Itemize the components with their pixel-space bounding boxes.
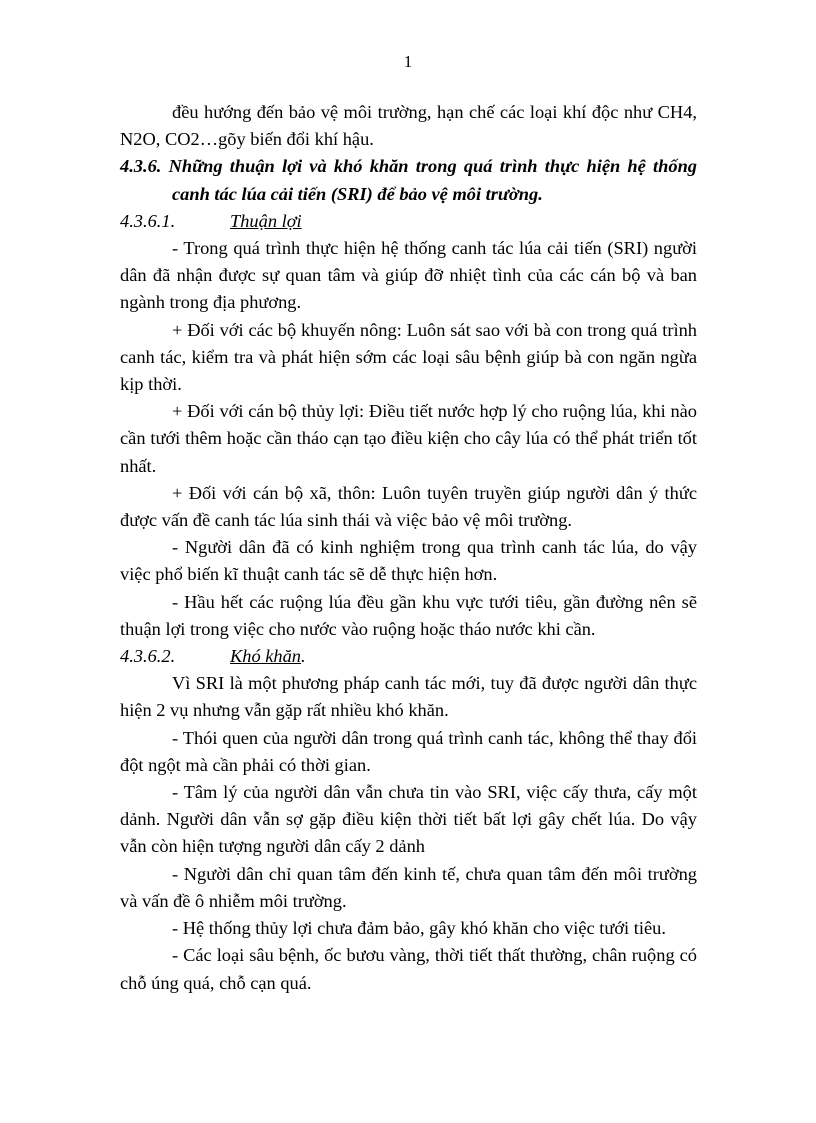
- document-body: [120, 99, 697, 997]
- body-paragraph: Vì SRI là một phương pháp canh tác mới, tuy đã được người dân thực hiện 2 vụ nhưng vẫn gặp rất nhiều khó khăn.: [120, 673, 697, 721]
- body-paragraph: đều hướng đến bảo vệ môi trường, hạn chế các loại khí độc như CH4, N2O, CO2…gõy biến đổi khí hậu.: [120, 102, 697, 150]
- body-paragraph: - Trong quá trình thực hiện hệ thống canh tác lúa cải tiến (SRI) người dân đã nhận được sự quan tâm và giúp đỡ nhiệt tình của các cán bộ và ban ngành trong địa phương.: [120, 238, 697, 313]
- body-paragraph: - Các loại sâu bệnh, ốc bươu vàng, thời tiết thất thường, chân ruộng có chỗ úng quá, chỗ cạn quá.: [120, 945, 697, 993]
- body-paragraph: - Người dân đã có kinh nghiệm trong qua trình canh tác lúa, do vậy việc phổ biến kĩ thuật canh tác sẽ dễ thực hiện hơn.: [120, 537, 697, 585]
- subsection-title: Khó khăn: [230, 646, 302, 667]
- body-paragraph: - Hệ thống thủy lợi chưa đảm bảo, gây khó khăn cho việc tưới tiêu.: [172, 918, 666, 939]
- body-paragraph: - Thói quen của người dân trong quá trình canh tác, không thể thay đổi đột ngột mà cần phải có thời gian.: [120, 727, 697, 775]
- subsection-heading: [120, 643, 697, 670]
- body-paragraph: - Tâm lý của người dân vẫn chưa tin vào SRI, việc cấy thưa, cấy một dảnh. Người dân vẫn sợ gặp điều kiện thời tiết bất lợi gây chết lúa. Do vậy vẫn còn hiện tượng người dân cấy 2 dảnh: [120, 782, 697, 857]
- body-paragraph: + Đối với cán bộ thủy lợi: Điều tiết nước hợp lý cho ruộng lúa, khi nào cần tưới thêm hoặc cần tháo cạn tạo điều kiện cho cây lúa có thể phát triển tốt nhất.: [120, 401, 697, 476]
- body-paragraph: + Đối với cán bộ xã, thôn: Luôn tuyên truyền giúp người dân ý thức được vấn đề canh tác lúa sinh thái và việc bảo vệ môi trường.: [120, 482, 697, 531]
- subsection-title: Thuận lợi: [230, 210, 302, 231]
- page-number: 1: [403, 52, 413, 71]
- body-paragraph: + Đối với các bộ khuyến nông: Luôn sát sao với bà con trong quá trình canh tác, kiểm tra và phát hiện sớm các loại sâu bệnh giúp bà con ngăn ngừa kịp thời.: [120, 319, 697, 395]
- subsection-number: 4.3.6.1.: [120, 210, 176, 231]
- body-paragraph: - Hầu hết các ruộng lúa đều gần khu vực tưới tiêu, gần đường nên sẽ thuận lợi trong việc cho nước vào ruộng hoặc tháo nước khi cần.: [120, 591, 697, 639]
- section-heading: 4.3.6. Những thuận lợi và khó khăn trong quá trình thực hiện hệ thống canh tác lúa cải tiến (SRI) để bảo vệ môi trường.: [120, 156, 697, 204]
- body-paragraph: - Người dân chỉ quan tâm đến kinh tế, chưa quan tâm đến môi trường và vấn đề ô nhiễm môi trường.: [120, 863, 697, 911]
- subsection-number: 4.3.6.2.: [120, 646, 176, 667]
- subsection-heading: [120, 208, 697, 235]
- subsection-title-suffix: .: [301, 646, 306, 667]
